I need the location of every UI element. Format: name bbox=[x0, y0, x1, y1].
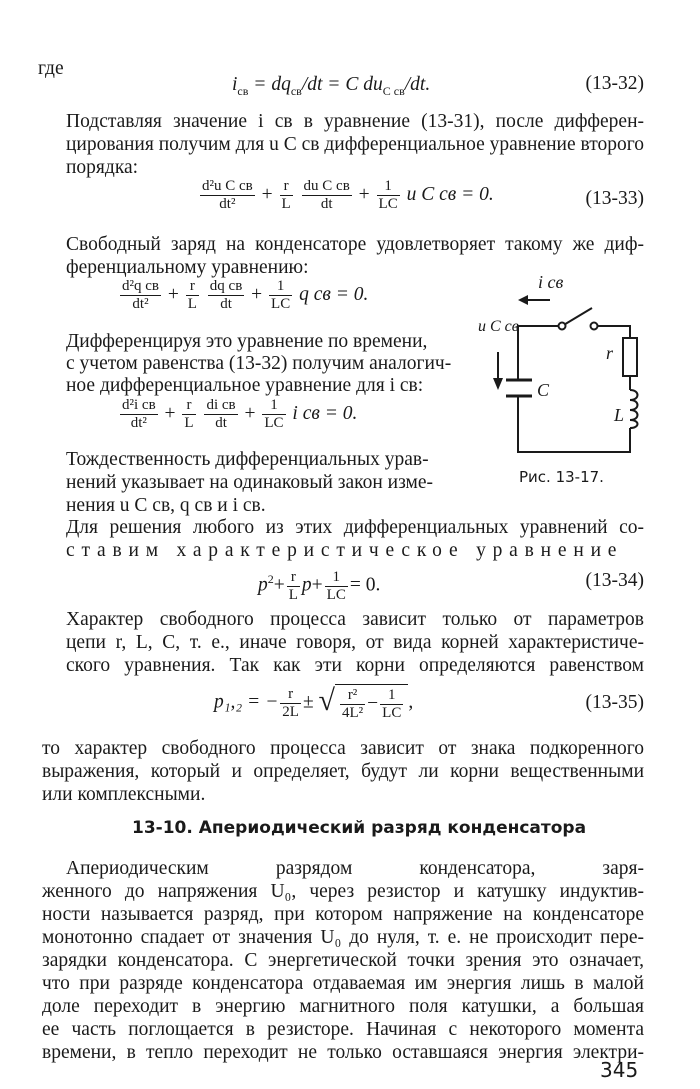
capacitor-plates bbox=[506, 380, 532, 396]
switch-contact bbox=[559, 323, 566, 330]
para4-line: нения u С св, q св и i св. bbox=[66, 495, 266, 516]
equation-13-35: p₁,₂ = − $\frac{r}{2L}$ ± √ $\frac{\text{r²}}{\text{4L²}}$ − $\frac{1}{LC}$ , bbox=[214, 684, 414, 721]
para3-line: Дифференцируя это уравнение по времени, bbox=[66, 331, 428, 352]
fig-label-resistor: r bbox=[606, 343, 614, 363]
para3-line: с учетом равенства (13-32) получим аналогич- bbox=[66, 353, 452, 374]
fig-label-capacitor: C bbox=[537, 380, 550, 400]
equation-number-13-34: (13-34) bbox=[585, 570, 644, 591]
equation-13-34: $p^2+$ $\frac{r}{L}$ p+ $\frac{1}{LC}$ = 0. bbox=[258, 568, 381, 603]
para8-line: монотонно спадает от значения U₀ до нуля, т. е. не происходит пере- bbox=[42, 927, 644, 948]
section-heading: 13-10. Апериодический разряд конденсатора bbox=[132, 818, 587, 838]
arrow-head-icon bbox=[518, 295, 528, 305]
equation-number-13-33: (13-33) bbox=[585, 188, 644, 209]
equation-13-33: $\frac{\text{d²u С св}}{\text{dt²}}$ + $\frac{r}{L}$ $\frac{\text{du С св}}{dt}$ + $\frac{1}{LC}$ u С св = 0. bbox=[202, 178, 494, 212]
para3-line: ное дифференциальное уравнение для i св: bbox=[66, 375, 424, 396]
para5-line: ставим характеристическое уравнение bbox=[66, 540, 624, 561]
para8-line: доле переходит в энергию магнитного поля катушки, а большая bbox=[42, 996, 644, 1017]
para1-line: цирования получим для u С св дифференциальное уравнение второго bbox=[66, 134, 644, 155]
para2-line: Свободный заряд на конденсаторе удовлетворяет такому же диф- bbox=[66, 234, 644, 255]
para2-line: ференциальному уравнению: bbox=[66, 257, 309, 278]
para7-line: выражения, который и определяет, будут ли корни вещественными bbox=[42, 761, 644, 782]
para4-line: Тождественность дифференциальных урав- bbox=[66, 449, 429, 470]
para6-line: ского уравнения. Так как эти корни определяются равенством bbox=[66, 655, 644, 676]
arrow-head-icon bbox=[493, 378, 503, 390]
para8-line: что при разряде конденсатора отдаваемая им энергия лишь в малой bbox=[42, 973, 644, 994]
inductor-coil bbox=[630, 390, 638, 428]
equation-current: $\frac{\text{d²i св}}{\text{dt²}}$ + $\frac{r}{L}$ $\frac{\text{di св}}{dt}$ + $\frac{1}{LC}$ i св = 0. bbox=[122, 397, 358, 431]
para7-line: или комплексными. bbox=[42, 784, 206, 805]
equation-number-13-32: (13-32) bbox=[585, 73, 644, 94]
para8-line: женного до напряжения U₀, через резистор и катушку индуктив- bbox=[42, 881, 644, 902]
para7-line: то характер свободного процесса зависит от знака подкоренного bbox=[42, 738, 644, 759]
para8-line: ее часть поглощается в резисторе. Начиная с некоторого момента bbox=[42, 1019, 644, 1040]
circuit-figure bbox=[470, 268, 670, 468]
para1-line: порядка: bbox=[66, 157, 139, 178]
resistor bbox=[623, 338, 637, 376]
wire-top-right bbox=[598, 326, 630, 338]
para8-line: ности называется разряд, при котором напряжение на конденсаторе bbox=[42, 904, 644, 925]
para4-line: нений указывает на одинаковый закон изме- bbox=[66, 472, 434, 493]
where-word: где bbox=[38, 58, 64, 79]
equation-number-13-35: (13-35) bbox=[585, 692, 644, 713]
para6-line: Характер свободного процесса зависит только от параметров bbox=[66, 609, 644, 630]
fig-label-current: i св bbox=[538, 272, 564, 292]
para1-line: Подставляя значение i св в уравнение (13-31), после дифферен- bbox=[66, 111, 644, 132]
equation-13-32: $i_{св} = dq_{св}/dt = C$ $du_{С св}/dt$. bbox=[232, 74, 431, 98]
switch-contact bbox=[591, 323, 598, 330]
equation-charge: $\frac{\text{d²q св}}{\text{dt²}}$ + $\frac{r}{L}$ $\frac{\text{dq св}}{dt}$ + $\frac{1}{LC}$ q св = 0. bbox=[122, 278, 369, 312]
switch-blade bbox=[562, 308, 592, 326]
para8-line: зарядки конденсатора. С энергетической точки зрения это означает, bbox=[42, 950, 644, 971]
fig-label-voltage: u С св bbox=[478, 318, 519, 335]
para8-line: Апериодическим разрядом конденсатора, заря- bbox=[66, 858, 644, 879]
para5-line: Для решения любого из этих дифференциальных уравнений со- bbox=[66, 517, 644, 538]
para8-line: времени, в тепло переходит не только оставшаяся энергия электри- bbox=[42, 1042, 644, 1063]
figure-caption: Рис. 13-17. bbox=[519, 468, 604, 486]
page-number: 345 bbox=[600, 1058, 639, 1082]
fig-label-inductor: L bbox=[614, 405, 625, 425]
para6-line: цепи r, L, C, т. е., иначе говоря, от вида корней характеристиче- bbox=[66, 632, 644, 653]
